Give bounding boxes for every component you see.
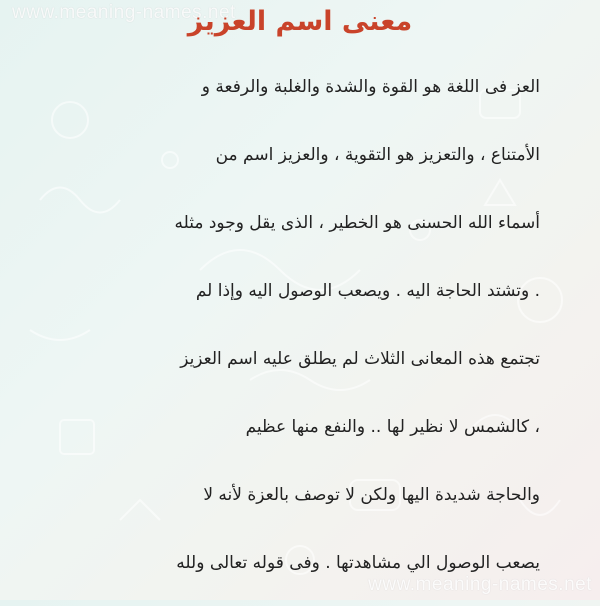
body-line-8: يصعب الوصول الي مشاهدتها . وفى قوله تعالى ولله — [176, 553, 540, 573]
body-line-5: تجتمع هذه المعانى الثلاث لم يطلق عليه اسم العزيز — [180, 349, 540, 369]
body-line-2: الأمتناع ، والتعزيز هو التقوية ، والعزيز اسم من — [215, 145, 540, 165]
body-line-1: العز فى اللغة هو القوة والشدة والغلبة والرفعة و — [201, 77, 540, 97]
page-title: معنى اسم العزيز — [187, 6, 413, 37]
body-line-3: أسماء الله الحسنى هو الخطير ، الذى يقل وجود مثله — [174, 213, 540, 233]
body-line-6: ، كالشمس لا نظير لها .. والنفع منها عظيم — [245, 417, 540, 437]
article-body — [30, 62, 540, 606]
body-line-7: والحاجة شديدة اليها ولكن لا توصف بالعزة لأنه لا — [203, 485, 540, 505]
watermark-bottom: www.meaning-names.net — [368, 574, 592, 595]
body-line-4: . وتشتد الحاجة اليه . ويصعب الوصول اليه وإذا لم — [195, 281, 540, 301]
watermark-top: www.meaning-names.net — [12, 2, 236, 23]
